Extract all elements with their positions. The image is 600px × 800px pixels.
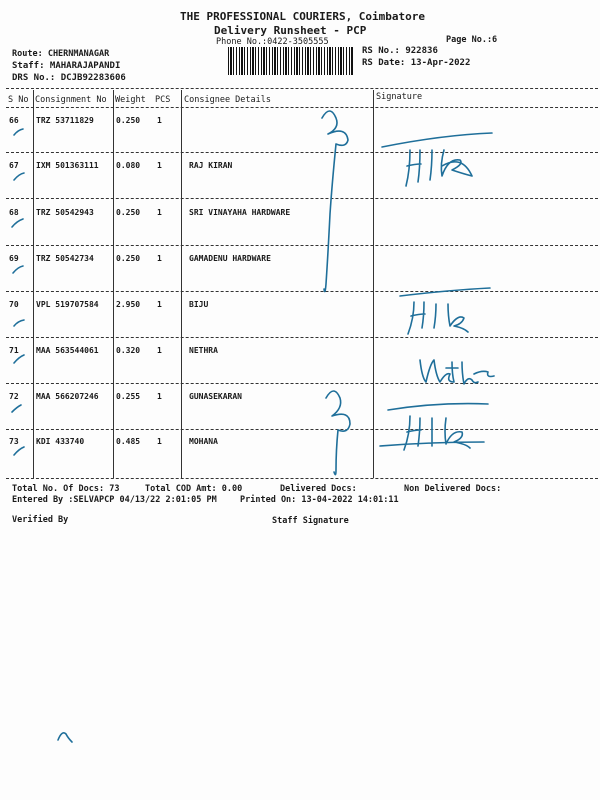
check-tick-icon [14, 129, 23, 135]
row-consignee: BIJU [189, 300, 209, 309]
row-sno: 69 [9, 254, 19, 263]
row-consignment: KDI 433740 [36, 437, 85, 446]
row-pcs: 1 [157, 392, 162, 401]
document-title: Delivery Runsheet - PCP [214, 24, 367, 37]
row-sno: 71 [9, 346, 19, 355]
row-weight: 2.950 [116, 300, 141, 309]
total-cod-amount: Total COD Amt: 0.00 [145, 484, 243, 494]
check-tick-icon [14, 447, 24, 455]
row-consignee: MOHANA [189, 437, 218, 446]
non-delivered-docs: Non Delivered Docs: [404, 484, 502, 494]
col-pcs: PCS [155, 95, 171, 105]
row-sno: 72 [9, 392, 19, 401]
check-tick-icon [12, 219, 23, 227]
row-consignment: MAA 566207246 [36, 392, 99, 401]
row-consignment: TRZ 53711829 [36, 116, 94, 125]
row-consignment: IXM 501363111 [36, 161, 99, 170]
rs-number: RS No.: 922836 [362, 46, 438, 56]
col-signature: Signature [376, 92, 423, 102]
col-consignment: Consignment No [35, 95, 107, 105]
row-weight: 0.080 [116, 161, 141, 170]
row-consignment: MAA 563544061 [36, 346, 99, 355]
row-sno: 73 [9, 437, 19, 446]
row-sno: 66 [9, 116, 19, 125]
row-sno: 68 [9, 208, 19, 217]
phone-number: Phone No.:0422-3505555 [216, 37, 329, 47]
row-consignee: GUNASEKARAN [189, 392, 242, 401]
printed-on: Printed On: 13-04-2022 14:01:11 [240, 495, 399, 505]
row-consignee: RAJ KIRAN [189, 161, 233, 170]
total-docs: Total No. Of Docs: 73 [12, 484, 120, 494]
drs-number: DRS No.: DCJB92283606 [12, 73, 126, 83]
page-number: Page No.:6 [446, 35, 498, 45]
row-consignee: NETHRA [189, 346, 218, 355]
verified-by: Verified By [12, 515, 69, 525]
row-consignment: TRZ 50542943 [36, 208, 94, 217]
row-weight: 0.250 [116, 116, 141, 125]
check-tick-icon [13, 266, 23, 273]
row-pcs: 1 [157, 116, 162, 125]
delivered-docs: Delivered Docs: [280, 484, 357, 494]
row-pcs: 1 [157, 346, 162, 355]
row-weight: 0.320 [116, 346, 141, 355]
row-weight: 0.485 [116, 437, 141, 446]
company-name: THE PROFESSIONAL COURIERS, Coimbatore [180, 10, 426, 23]
row-pcs: 1 [157, 254, 162, 263]
row-weight: 0.255 [116, 392, 141, 401]
row-weight: 0.250 [116, 208, 141, 217]
entered-by: Entered By :SELVAPCP 04/13/22 2:01:05 PM [12, 495, 217, 505]
row-consignment: VPL 519707584 [36, 300, 99, 309]
row-sno: 70 [9, 300, 19, 309]
row-sno: 67 [9, 161, 19, 170]
row-weight: 0.250 [116, 254, 141, 263]
col-weight: Weight [115, 95, 146, 105]
row-pcs: 1 [157, 300, 162, 309]
check-tick-icon [14, 173, 24, 180]
col-sno: S No [8, 95, 29, 105]
staff-signature: Staff Signature [272, 516, 349, 526]
row-pcs: 1 [157, 437, 162, 446]
check-tick-icon [14, 320, 24, 326]
row-pcs: 1 [157, 208, 162, 217]
check-tick-icon [14, 355, 24, 363]
row-consignment: TRZ 50542734 [36, 254, 94, 263]
route: Route: CHERNMANAGAR [12, 49, 110, 59]
col-consignee: Consignee Details [184, 95, 271, 105]
row-pcs: 1 [157, 161, 162, 170]
staff-name: Staff: MAHARAJAPANDI [12, 61, 121, 71]
row-consignee: SRI VINAYAHA HARDWARE [189, 208, 291, 217]
check-tick-icon [12, 405, 21, 412]
row-consignee: GAMADENU HARDWARE [189, 254, 271, 263]
rs-date: RS Date: 13-Apr-2022 [362, 58, 471, 68]
